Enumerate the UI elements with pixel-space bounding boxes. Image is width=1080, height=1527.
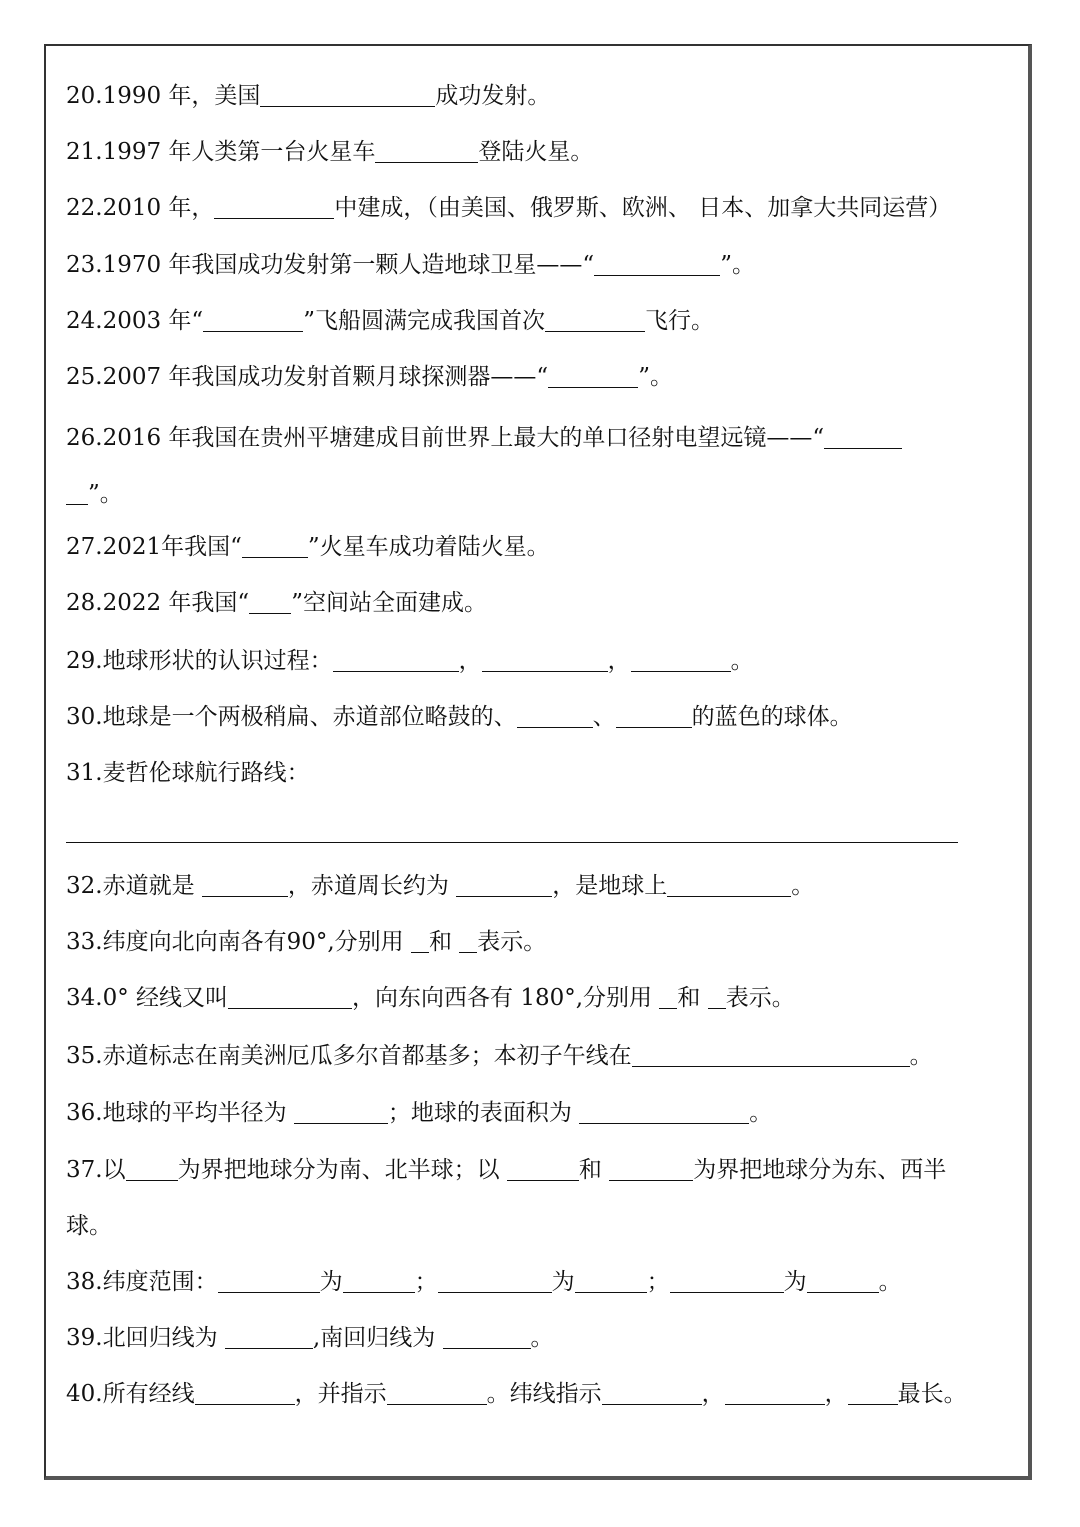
question-text: 。 xyxy=(791,873,815,899)
answer-blank[interactable] xyxy=(294,1097,388,1124)
question-text: 成功发射。 xyxy=(435,83,551,109)
question-text: 。 xyxy=(530,1325,554,1351)
question-text: 24.2003 年“ xyxy=(66,308,204,334)
question-text: 22.2010 年， xyxy=(66,195,215,221)
question-text: ”。 xyxy=(88,481,123,507)
answer-blank[interactable] xyxy=(616,701,692,728)
answer-blank[interactable] xyxy=(375,136,478,163)
question-text: ，向东向西各有 180°,分别用 xyxy=(352,985,660,1011)
question-text: 39.北回归线为 xyxy=(66,1325,225,1351)
question-text: 和 xyxy=(428,929,460,955)
question-text: 中建成，（由美国、俄罗斯、欧洲、 日本、加拿大共同运营） xyxy=(334,195,952,221)
question-q29 xyxy=(66,641,1026,681)
question-text: 38.纬度范围： xyxy=(66,1269,218,1295)
question-q23 xyxy=(66,245,1026,285)
question-text: 。纬线指示 xyxy=(486,1381,602,1407)
question-text: ”飞船圆满完成我国首次 xyxy=(303,308,545,334)
question-text: 。 xyxy=(730,648,754,674)
answer-blank[interactable] xyxy=(225,1322,313,1349)
answer-blank[interactable] xyxy=(214,192,334,219)
question-text: 。 xyxy=(878,1269,902,1295)
question-text: 的蓝色的球体。 xyxy=(691,704,853,730)
question-text: 登陆火星。 xyxy=(478,139,594,165)
question-text: 为 xyxy=(783,1269,807,1295)
answer-blank[interactable] xyxy=(659,982,677,1009)
question-q34 xyxy=(66,978,1026,1018)
question-q31 xyxy=(66,753,1026,793)
question-text: 飞行。 xyxy=(644,308,714,334)
question-text: 为界把地球分为东、西半 xyxy=(693,1157,947,1183)
question-q40 xyxy=(66,1374,1026,1414)
answer-line-q31 xyxy=(66,842,958,843)
question-q21 xyxy=(66,132,1026,172)
question-q38 xyxy=(66,1262,1026,1302)
question-text: 32.赤道就是 xyxy=(66,873,202,899)
question-text: 30.地球是一个两极稍扁、赤道部位略鼓的、 xyxy=(66,704,517,730)
question-q27 xyxy=(66,527,1026,567)
question-text: 为 xyxy=(319,1269,343,1295)
question-text: 为界把地球分为南、北半球；以 xyxy=(177,1157,507,1183)
answer-blank[interactable] xyxy=(609,1154,693,1181)
question-text: 31.麦哲伦球航行路线： xyxy=(66,760,310,786)
question-text: 35.赤道标志在南美洲厄瓜多尔首都基多；本初子午线在 xyxy=(66,1043,632,1069)
question-text: ； xyxy=(646,1269,670,1295)
question-q37a xyxy=(66,1150,1026,1190)
answer-blank[interactable] xyxy=(66,478,88,505)
answer-blank[interactable] xyxy=(443,1322,531,1349)
question-q25 xyxy=(66,357,1026,397)
question-q36 xyxy=(66,1093,1026,1133)
answer-blank[interactable] xyxy=(202,870,288,897)
question-text: ， xyxy=(824,1381,848,1407)
question-text: 。 xyxy=(909,1043,933,1069)
question-text: ，并指示 xyxy=(294,1381,387,1407)
question-q26a xyxy=(66,418,1026,458)
answer-blank[interactable] xyxy=(670,1266,784,1293)
answer-blank[interactable] xyxy=(545,305,645,332)
question-q26b xyxy=(66,474,1026,514)
answer-blank[interactable] xyxy=(228,982,352,1009)
answer-blank[interactable] xyxy=(126,1154,178,1181)
question-q28 xyxy=(66,583,1026,623)
question-text: 26.2016 年我国在贵州平塘建成目前世界上最大的单口径射电望远镜——“ xyxy=(66,425,825,451)
question-text: 29.地球形状的认识过程： xyxy=(66,648,333,674)
question-text: 34.0° 经线又叫 xyxy=(66,985,229,1011)
answer-blank[interactable] xyxy=(579,1097,749,1124)
answer-blank[interactable] xyxy=(456,870,552,897)
question-text: 36.地球的平均半径为 xyxy=(66,1100,294,1126)
question-q35 xyxy=(66,1036,1026,1076)
answer-blank[interactable] xyxy=(387,1378,487,1405)
question-text: 和 xyxy=(578,1157,610,1183)
question-text: ”空间站全面建成。 xyxy=(291,590,487,616)
question-text: ,南回归线为 xyxy=(312,1325,443,1351)
answer-blank[interactable] xyxy=(517,701,593,728)
question-text: 球。 xyxy=(66,1213,112,1239)
question-text: 为 xyxy=(551,1269,575,1295)
question-text: 27.2021年我国“ xyxy=(66,534,242,560)
question-q20 xyxy=(66,76,1026,116)
answer-blank[interactable] xyxy=(631,645,731,672)
question-text: ”。 xyxy=(638,364,673,390)
question-q32 xyxy=(66,866,1026,906)
question-text: 40.所有经线 xyxy=(66,1381,195,1407)
answer-blank[interactable] xyxy=(594,249,720,276)
answer-blank[interactable] xyxy=(343,1266,415,1293)
question-text: 25.2007 年我国成功发射首颗月球探测器——“ xyxy=(66,364,549,390)
answer-blank[interactable] xyxy=(667,870,791,897)
answer-blank[interactable] xyxy=(807,1266,879,1293)
question-q39 xyxy=(66,1318,1026,1358)
answer-blank[interactable] xyxy=(602,1378,702,1405)
question-text: 21.1997 年人类第一台火星车 xyxy=(66,139,376,165)
answer-blank[interactable] xyxy=(507,1154,579,1181)
answer-blank[interactable] xyxy=(708,982,726,1009)
question-text: 37.以 xyxy=(66,1157,126,1183)
answer-blank[interactable] xyxy=(260,80,435,107)
answer-blank[interactable] xyxy=(725,1378,825,1405)
question-text: 28.2022 年我国“ xyxy=(66,590,250,616)
answer-blank[interactable] xyxy=(548,361,638,388)
question-text: 23.1970 年我国成功发射第一颗人造地球卫星——“ xyxy=(66,252,595,278)
answer-blank[interactable] xyxy=(824,422,902,449)
question-q33 xyxy=(66,922,1026,962)
question-text: ， xyxy=(607,648,631,674)
answer-blank[interactable] xyxy=(848,1378,898,1405)
question-text: ；地球的表面积为 xyxy=(387,1100,580,1126)
question-text: ，是地球上 xyxy=(552,873,668,899)
question-text: 和 xyxy=(677,985,708,1011)
answer-blank[interactable] xyxy=(218,1266,320,1293)
question-text: ， xyxy=(701,1381,725,1407)
question-text: ”。 xyxy=(720,252,755,278)
answer-blank[interactable] xyxy=(203,305,303,332)
answer-blank[interactable] xyxy=(195,1378,295,1405)
question-text: ，赤道周长约为 xyxy=(287,873,457,899)
answer-blank[interactable] xyxy=(575,1266,647,1293)
question-text: 最长。 xyxy=(897,1381,967,1407)
question-text: 33.纬度向北向南各有90°,分别用 xyxy=(66,929,411,955)
answer-blank[interactable] xyxy=(411,926,429,953)
question-q24 xyxy=(66,301,1026,341)
question-text: ”火星车成功着陆火星。 xyxy=(307,534,550,560)
question-text: 20.1990 年，美国 xyxy=(66,83,261,109)
question-q22 xyxy=(66,188,1026,228)
question-q30 xyxy=(66,697,1026,737)
question-text: ， xyxy=(458,648,482,674)
answer-blank[interactable] xyxy=(242,531,308,558)
answer-blank[interactable] xyxy=(482,645,608,672)
question-q37b xyxy=(66,1206,1026,1246)
question-text: 、 xyxy=(592,704,616,730)
question-text: 。 xyxy=(749,1100,773,1126)
question-text: 表示。 xyxy=(725,985,795,1011)
question-text: 表示。 xyxy=(477,929,547,955)
answer-blank[interactable] xyxy=(632,1040,910,1067)
answer-blank[interactable] xyxy=(459,926,477,953)
answer-blank[interactable] xyxy=(333,645,459,672)
question-text: ； xyxy=(414,1269,438,1295)
answer-blank[interactable] xyxy=(438,1266,552,1293)
answer-blank[interactable] xyxy=(249,587,291,614)
